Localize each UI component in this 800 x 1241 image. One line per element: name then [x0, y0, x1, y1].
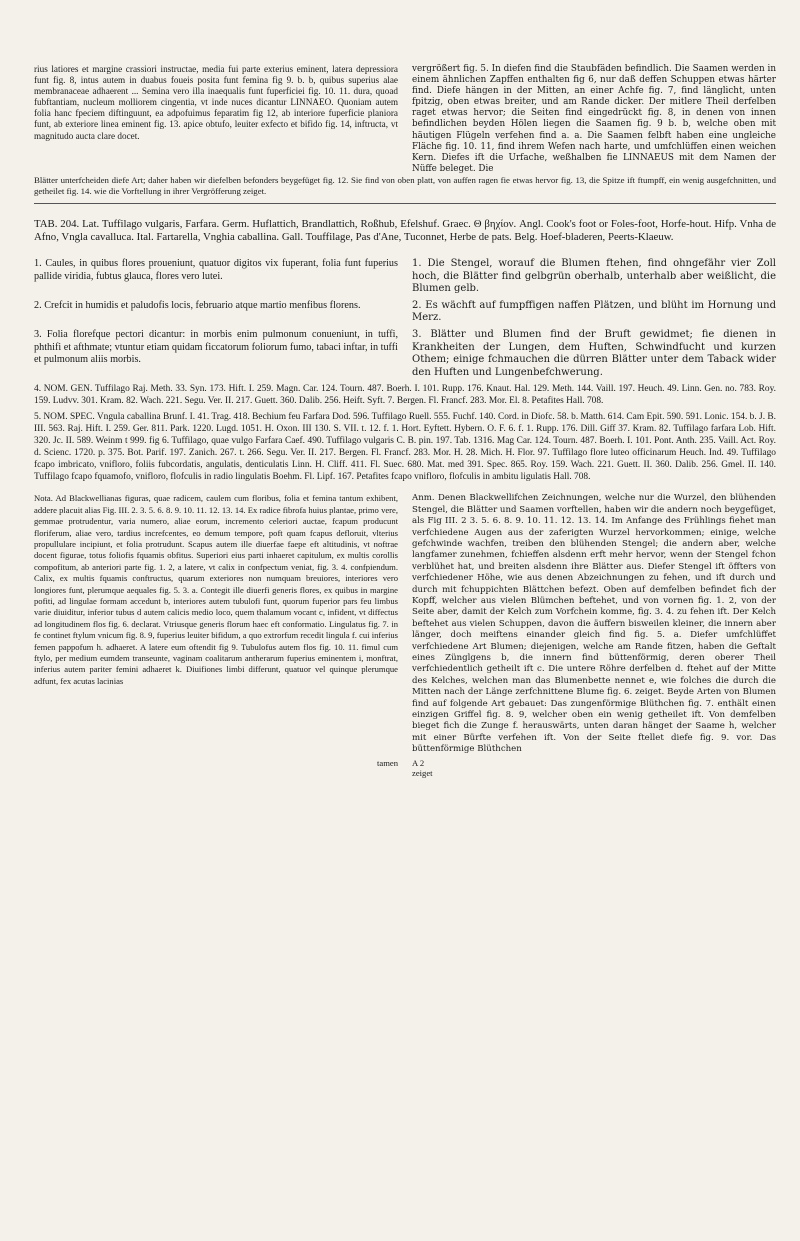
section-1-german: 1. Die Stengel, worauf die Blumen ftehen, find ohngefähr vier Zoll hoch, die Blätter find gelbgrün oberhalb, unterhalb aber weißlicht, die Blumen gelb. [412, 257, 776, 295]
section-2 [34, 300, 776, 325]
nomenclature-generic: 4. NOM. GEN. Tuffilago Raj. Meth. 33. Syn. 173. Hift. I. 259. Magn. Car. 124. Tourn. 487. Boerh. I. 101. Rupp. 176. Knaut. Hal. 129. Meth. 144. Vaill. 197. Heuch. 49. Linn. Gen. no. 783. Roy. 159. Ludvv. 301. Kram. 82. Wach. 221. Segu. Ver. II. 217. Guett. 360. Dalib. 256. Heift. Syft. 7. Bergen. Fl. Francf. 283. Mor. El. 8. Petafites Hall. 708. [34, 384, 776, 407]
section-1 [34, 258, 776, 296]
section-3-latin: 3. Folia florefque pectori dicantur: in morbis enim pulmonum conueniunt, in tuffi, phthifi et afthmate; vtuntur etiam quidam ficcatorum foliorum fumo, tabaci inftar, in tuffi et pulmonum aliis morbis. [34, 328, 398, 366]
section-2-latin: 2. Crefcit in humidis et paludofis locis, februario atque martio menfibus florens. [34, 299, 361, 311]
top-continuation [34, 64, 776, 175]
signature-mark: A 2 [412, 757, 425, 768]
nomenclature-specific: 5. NOM. SPEC. Vngula caballina Brunf. I. 41. Trag. 418. Bechium feu Farfara Dod. 596. Tuffilago Ruell. 555. Fuchf. 140. Cord. in Diofc. 58. b. Matth. 614. Cam Epit. 590. 591. Lonic. 154. b. J. B. III. 563. Raj. Hift. I. 259. Ger. 811. Park. 1220. Lugd. 1051. H. Oxon. III 130. S. VII. t. 12. f. 1. Hort. Eyftett. Hybern. O. F. 6. f. 1. Rupp. 176. Dill. Giff 37. Kram. 82. Tuffilago farfara Lob. Hift. 320. Jc. II. 589. Weinm t 999. fig 6. Tuffilago, quae vulgo Farfara Caef. 490. Tuffilago vulgaris C. B. pin. 197. Tab. 1316. Mag Car. 124. Tourn. 487. Boerh. I. 101. Pont. Anth. 235. Vaill. Act. Roy. d. Scienc. 1720. p. 375. Bot. Parif. 197. Zanich. 267. t. 266. Segu. Ver. II. 217. Bergen. Fl. Francf. 283. Mor. H. 28. Mich. H. Flor. 97. Tuffilago flore luteo officinarum Heuch. Ind. 49. Tuffilago fcapo imbricato, vnifloro, foliis fubcordatis, angulatis, denticulatis Linn. H. Cliff. 411. Fl. Suec. 680. Mat. med 391. Spec. 865. Roy. 159. Wach. 221. Guett. II. 360. Dalib. 256. Gmel. II. 140. Tuffilago fcapo fquamofo, vnifloro, flofculis in radio lingulatis Boehm. Fl. Lipf. 167. Petafites fcapo vnifloro, flofculis in ambitu ligulatis Hall. 708. [34, 412, 776, 483]
section-2-german: 2. Es wächft auf fumpffigen naffen Plätzen, und blüht im Hornung und Merz. [412, 299, 776, 324]
catchword-right: zeiget [412, 767, 433, 778]
section-1-latin: 1. Caules, in quibus flores proueniunt, quatuor digitos vix fuperant, folia funt fuperius pallide viridia, fubtus glauca, flores vero lutei. [34, 257, 398, 282]
german-continuation-full: Blätter unterfcheiden diefe Art; daher haben wir diefelben befonders beygefüget fig. 12. Sie find von oben platt, von auffen ragen fie etwas hervor fig. 13, die Spitze ift ftumpff, ein wenig ausgefchnitten, und getheilet fig. 14. wie die Vorftellung in ihrer Vergröfferung zeiget. [34, 174, 776, 196]
plate-heading: TAB. 204. Lat. Tuffilago vulgaris, Farfara. Germ. Huflattich, Brandlattich, Roßhub, Efelshuf. Graec. Θ βηχίον. Angl. Cook's foot or Foles-foot, Horfe-hout. Hifp. Vnha de Afno, Vngla cavalluca. Ital. Fartarella, Vnghia caballina. Gall. Touffilage, Pas d'Ane, Tuconnet, Herbe de pats. Belg. Hoef-bladeren, Peerts-Klaeuw. [34, 217, 776, 243]
german-continuation [412, 64, 776, 175]
german-continuation-a: vergrößert fig. 5. In diefen find die Staubfäden befindlich. Die Saamen werden in einem ähnlichen Zapffen enthalten fig 6, nur daß deffen Schuppen etwas härter find. Diefe hängen in der Mitten, an einer Achfe fig. 7, find länglicht, unten fpitzig, oben etwas breiter, und am Rande dicker. Der mitlere Theil derfelben raget etwas hervor; die Seiten find eingedrückt fig. 8, in denen von innen befindlichen beyden Hölen liegen die Saamen fig. 9 b. b, welche oben mit häutigen Flügeln verfehen find a. a. Die Saamen felbft haben eine ungleiche Fläche fig. 10. 11, find ihrem Wefen nach harte, und umfchlüffen einen weichen Kern. Diefes ift die Urfache, weßhalben fie LINNAEUS mit dem Namen der Nüffe beleget. Die [412, 64, 776, 174]
latin-continuation: rius latiores et margine crassiori instructae, media fui parte exterius eminent, latera depressiora funt fig. 8, intus autem in duabus foueis posita funt femina fig 9. b. b, quibus superius alae membranaceae adhaerent ... Semina vero illa inaequalis funt fuperficiei fig. 10. 11. dura, quoad fubftantiam, nucleum molliorem cingentia, vt inde nuces dicantur LINNAEO. Quoniam autem folia hanc fpeciem diftinguunt, ea adpofuimus feparatim fig 12, ab interiore fuperficie planiora funt, ab exteriore linea eminent fig. 13. apice obtufo, leuiter exfecto et bifido fig. 14, inftructa, vt magnitudo aucta clare docet. [34, 64, 398, 141]
catchword-left: tamen [377, 757, 398, 768]
notes [34, 493, 776, 755]
section-3 [34, 329, 776, 379]
section-divider [34, 203, 776, 204]
notes-german: Anm. Denen Blackwellifchen Zeichnungen, welche nur die Wurzel, den blühenden Stengel, die Blätter und Saamen vorftellen, haben wir die andern noch beygefüget, als Fig III. 2 3. 5. 6. 8. 9. 10. 11. 12. 13. 14. Im Anfange des Frühlings fiehet man verfchiedene Augen aus der zaferigten Wurzel hervorkommen; einige, welche gefchwinde wachfen, treiben den blühenden Stengel; die andern aber, welche langfamer zunehmen, fchieffen alsdenn erft mehr hervor, wenn der Stengel fchon verblühet hat, und breiten alsdenn ihre Blätter aus. Diefer Stengel ift öffters von verfchiedener Höhe, wie aus denen Abzeichnungen zu fehen, und ift durch und durch mit fchuppichten Blättchen befezt. Oben auf demfelben befindet fich der Kopff, welcher aus vielen Blümchen beftehet, und von vornen fig. 1. 2, von der Seite aber, damit der Kelch zum Vorfchein komme, fig. 3. 4. zu fehen ift. Der Kelch beftehet aus vielen Schuppen, davon die äuffern bisweilen kleiner, die innern aber länger, doch meiftens einander gleich find fig. 5. a. Diefer umfchlüffet verfchiedene Art Blumen; diejenigen, welche am Rande fitzen, haben die Geftalt eines Zünglgens b, die innern find büttenförmig, deren oberer Theil verfchiedentlich getheilt ift c. Die untere Röhre derfelben d. ftehet auf der Mitte des Kelches, welchen man das Blumenbette nennet e, wie folches die durch die Mitten nach der Länge zerfchnittene Blume fig. 6. zeiget. Beyde Arten von Blumen find auf folgende Art gebauet: Das zungenförmige Blüthchen fig. 7. enthält einen einzigen Griffel fig. 8. 9, welcher oben ein wenig getheilet ift. Von demfelben bieget fich die Zunge f. herauswärts, unten daran hänget der Saame h, welcher mit einer Bürfte verfehen ift. Von der Seite ftellet diefe fig. 9. vor. Das büttenförmige Blüthchen [412, 493, 776, 755]
page-footer [34, 758, 776, 778]
footer-right [412, 758, 776, 778]
notes-latin: Nota. Ad Blackwellianas figuras, quae radicem, caulem cum floribus, folia et femina tantum exhibent, addere placuit alias Fig. III. 2. 3. 5. 6. 8. 9. 10. 11. 12. 13. 14. Ex radice fibrofa huius plantae, primo vere, gemmae protrudentur, varia numero, aliae eorum, incremento celeriori auctae, fcapum producunt floriferum, aliae vero, tardius increfcentes, eo demum tempore, poft quam fcapus defloruit, vlterius propullulare incipiunt, et folia protrudunt. Scapus autem ille diuerfae faepe eft altitudinis, vt noftrae docent figurae, totus foliofis fquamis obfitus. Superiori eius parti inhaeret capitulum, ex multis corollis compofitum, ab anteriori parte fig. 1. 2, a latere, vt calix in confpectum veniat, fig. 3. 4. confpiendum. Calix, ex multis fquamis conftructus, quarum exteriores non numquam breuiores, interiores vero longiores funt, plerumque aequales fig. 5. 3. a. Contegit ille diuerfi generis flores, ex quibus in margine pofiti, ad lingulae formam accedunt b, interiores autem tubulofi funt, quorum fuperior pars feu limbus varie diuiditur, inferior tubus d autem calicis medio loco, quem thalamum vocant c, infident, vt diffectus ad longitudinem flos fig. 6. declarat. Vtriusque generis florum haec eft conformatio. Lingulatus fig. 7. in fe continet ftylum vnicum fig. 8. 9, fuperius leuiter bifidum, a quo extrorfum recedit lingula f. cui inferius femen pappofum h. adhaeret. A latere eum oftendit fig 9. Tubulofus autem flos fig. 10. 11. fimul cum ftylo, per medium eumdem transeunte, vaginam coalitarum antherarum fuperius eminentem i, monftrat, inferius autem pariter femini adhaeret k. Diuifiones limbi differunt, quatuor vel quinque plerumque adfunt, fex acutas lacinias [34, 493, 398, 686]
section-3-german: 3. Blätter und Blumen find der Bruft gewidmet; fie dienen in Krankheiten der Lungen, dem Huften, Schwindfucht und kurzen Othem; einige fchmauchen die dürren Blätter unter dem Taback wider den Huften und Lungenbefchwerung. [412, 328, 776, 378]
book-page [34, 64, 776, 778]
